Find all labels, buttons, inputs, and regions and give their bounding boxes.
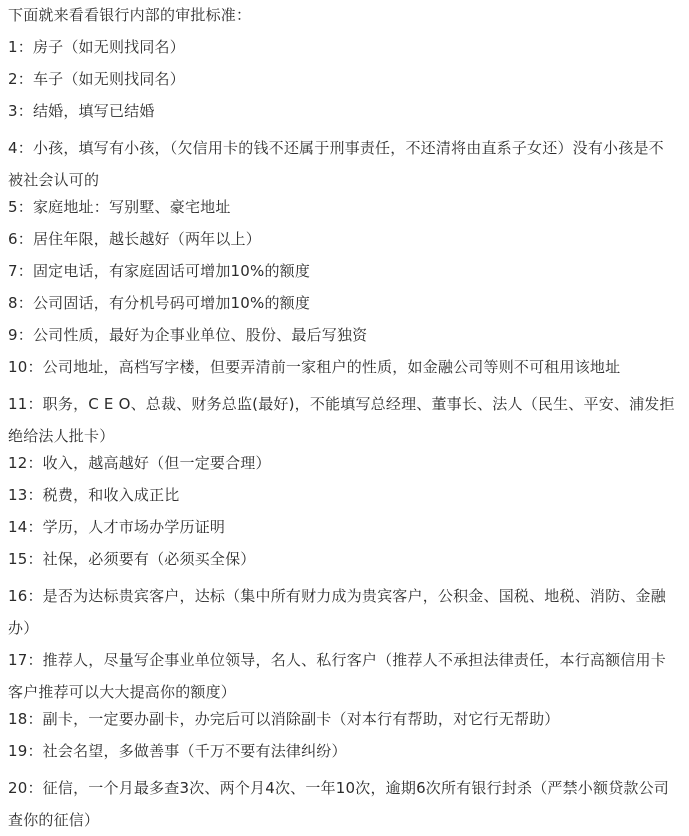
list-item: 14：学历，人才市场办学历证明 — [8, 518, 226, 536]
list-item: 18：副卡，一定要办副卡，办完后可以消除副卡（对本行有帮助，对它行无帮助） — [8, 710, 560, 728]
list-item: 2：车子（如无则找同名） — [8, 70, 185, 88]
list-item: 19：社会名望，多做善事（千万不要有法律纠纷） — [8, 742, 347, 760]
list-item: 6：居住年限，越长越好（两年以上） — [8, 230, 261, 248]
list-item: 16：是否为达标贵宾客户，达标（集中所有财力成为贵宾客户，公积金、国税、地税、消防、金融办） — [8, 587, 666, 637]
list-item: 3：结婚，填写已结婚 — [8, 102, 155, 120]
list-item: 9：公司性质，最好为企事业单位、股份、最后写独资 — [8, 326, 368, 344]
list-item: 5：家庭地址：写别墅、豪宅地址 — [8, 198, 231, 216]
list-item: 12：收入，越高越好（但一定要合理） — [8, 454, 271, 472]
list-item: 8：公司固话，有分机号码可增加10%的额度 — [8, 294, 311, 312]
intro-text: 下面就来看看银行内部的审批标准： — [8, 6, 252, 24]
list-item: 10：公司地址，高档写字楼，但要弄清前一家租户的性质，如金融公司等则不可租用该地址 — [8, 358, 621, 376]
list-item: 11：职务，C E O、总裁、财务总监(最好)，不能填写总经理、董事长、法人（民生、平安、浦发拒绝给法人批卡） — [8, 395, 675, 445]
list-item: 13：税费，和收入成正比 — [8, 486, 180, 504]
list-item: 20：征信，一个月最多查3次、两个月4次、一年10次，逾期6次所有银行封杀（严禁小额贷款公司查你的征信） — [8, 779, 670, 829]
list-item: 15：社保，必须要有（必须买全保） — [8, 550, 256, 568]
list-item: 1：房子（如无则找同名） — [8, 38, 185, 56]
list-item: 17：推荐人，尽量写企事业单位领导，名人、私行客户（推荐人不承担法律责任，本行高额信用卡客户推荐可以大大提高你的额度） — [8, 651, 666, 701]
list-item: 7：固定电话，有家庭固话可增加10%的额度 — [8, 262, 311, 280]
list-item: 4：小孩，填写有小孩，（欠信用卡的钱不还属于刑事责任，不还清将由直系子女还）没有小孩是不被社会认可的 — [8, 139, 664, 189]
